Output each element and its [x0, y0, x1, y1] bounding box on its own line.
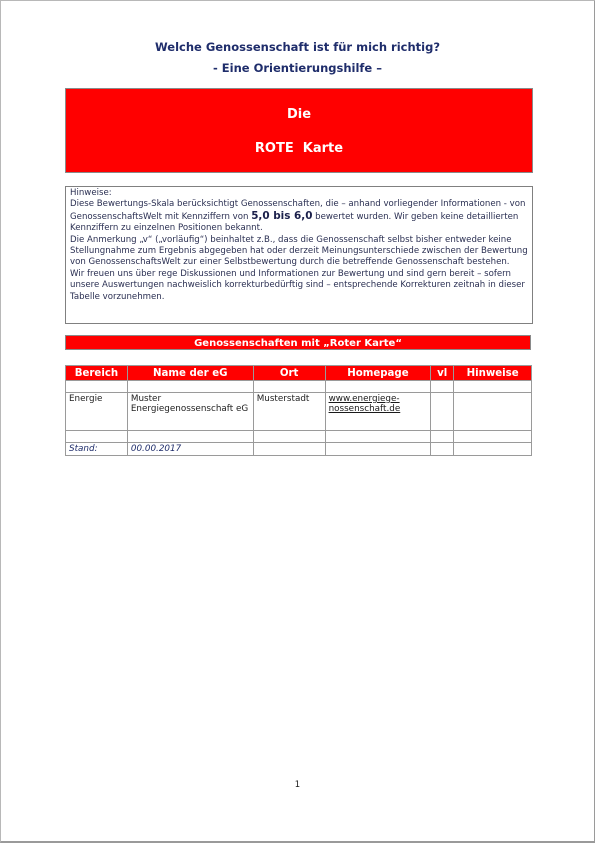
- table-header-row: [66, 366, 532, 381]
- column-header-ort: Ort: [253, 366, 325, 381]
- page-number: 1: [294, 780, 301, 790]
- cell-bereich: Energie: [66, 393, 128, 431]
- red-card-line-2: ROTE Karte: [254, 141, 344, 156]
- notes-box: [65, 186, 533, 324]
- red-card-line-1: Die: [286, 107, 312, 122]
- column-header-hinweise: Hinweise: [454, 366, 532, 381]
- document-title: Welche Genossenschaft ist für mich richtig?: [155, 40, 440, 54]
- table-row: [66, 393, 532, 431]
- red-card-banner: [65, 88, 533, 173]
- notes-text: bewertet wurden. Wir geben keine detaillierten Kennziffern zu einzelnen Positionen bekannt.: [70, 211, 519, 234]
- notes-paragraph-1: [70, 199, 528, 234]
- cooperatives-table: [65, 365, 532, 456]
- stand-date: 00.00.2017: [127, 443, 253, 456]
- cell-vl: [431, 393, 454, 431]
- table-stand-row: [66, 443, 532, 456]
- cell-homepage: [325, 393, 431, 431]
- cell-name: Muster Energiegenossenschaft eG: [127, 393, 253, 431]
- notes-heading: Hinweise:: [70, 188, 112, 198]
- notes-score-range: 5,0 bis 6,0: [251, 209, 313, 222]
- section-heading-bar: Genossenschaften mit „Roter Karte“: [65, 335, 531, 350]
- stand-label: Stand:: [66, 443, 128, 456]
- notes-text: Diese Bewertungs-Skala berücksichtigt Genossenschaften, die – anhand vorliegender Informationen - von GenossenschaftsWelt mit Kennziffern von: [70, 199, 526, 222]
- notes-paragraph-3: Wir freuen uns über rege Diskussionen und Informationen zur Bewertung und sind gern bereit – sofern unsere Auswertungen nachweislich korrekturbedürftig sind – entsprechende Korrekturen zeitnah in dieser Tabelle vorzunehmen.: [70, 268, 525, 302]
- column-header-name: Name der eG: [127, 366, 253, 381]
- cell-ort: Musterstadt: [253, 393, 325, 431]
- table-row-empty: [66, 431, 532, 443]
- notes-paragraph-2: Die Anmerkung „v“ („vorläufig“) beinhaltet z.B., dass die Genossenschaft selbst bisher entweder keine Stellungnahme zum Ergebnis abgegeben hat oder derzeit Meinungsunterschiede zwischen der Bewertung von GenossenschaftsWelt zur einer Selbstbewertung durch die betreffende Genossenschaft bestehen.: [70, 234, 528, 268]
- table-row-empty: [66, 381, 532, 393]
- homepage-link[interactable]: www.energiege-nossenschaft.de: [328, 394, 401, 414]
- column-header-homepage: Homepage: [325, 366, 431, 381]
- cell-hinweise: [454, 393, 532, 431]
- column-header-vl: vl: [431, 366, 454, 381]
- document-subtitle: - Eine Orientierungshilfe –: [213, 61, 382, 75]
- column-header-bereich: Bereich: [66, 366, 128, 381]
